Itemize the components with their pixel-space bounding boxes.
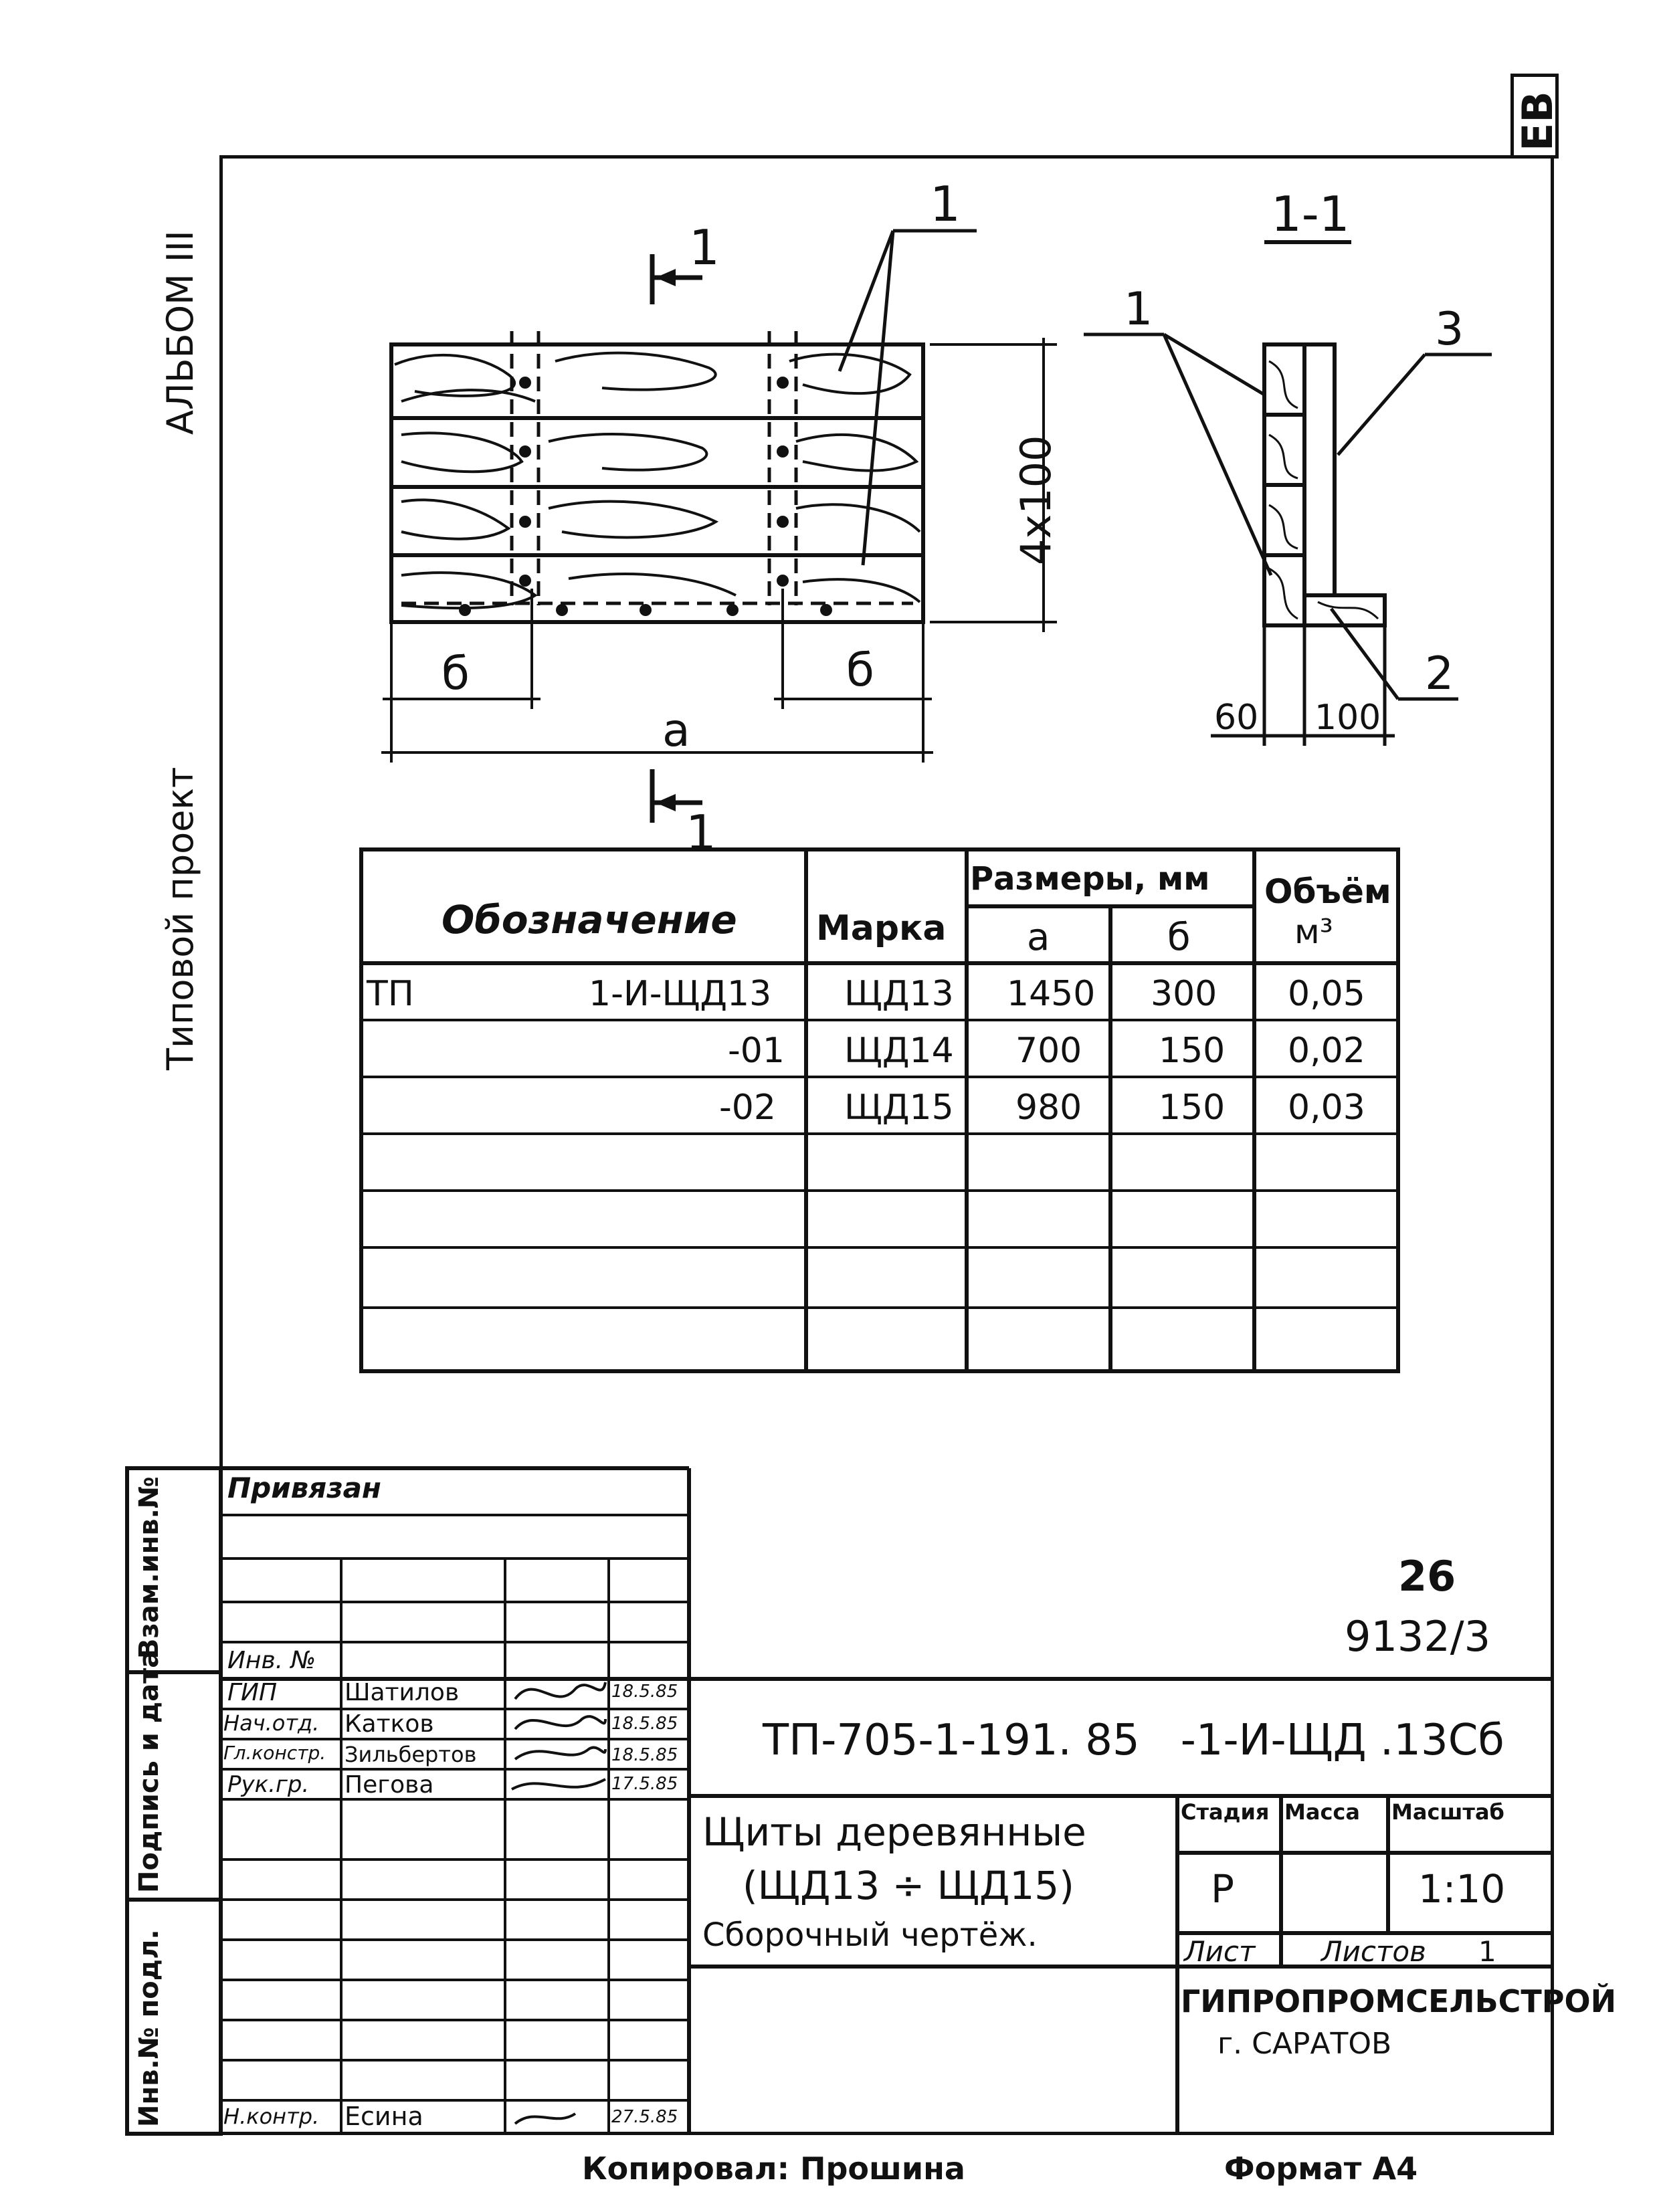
date-head-dept: 18.5.85 [611, 1714, 678, 1734]
leader-1-section-label: 1 [1124, 283, 1153, 336]
privyazan-label: Привязан [227, 1472, 381, 1504]
corner-tag: ЕВ [1513, 91, 1562, 151]
dim-b-right: б [846, 644, 874, 697]
leader-1-label: 1 [930, 176, 961, 232]
row-mark: ЩД14 [844, 1031, 954, 1071]
row-a: 1450 [1007, 974, 1096, 1014]
sheets-label: Листов [1321, 1935, 1426, 1968]
height-dimension: 4х100 [1011, 435, 1060, 565]
section-mark-top: 1 [689, 219, 720, 276]
row-designation: -01 [728, 1031, 785, 1071]
row-b: 150 [1159, 1031, 1226, 1071]
row-designation: 1-И-ЩД13 [589, 974, 772, 1014]
date-chief-designer: 18.5.85 [611, 1745, 678, 1765]
leader-2-label: 2 [1425, 647, 1454, 700]
role-group-lead: Рук.гр. [227, 1771, 310, 1798]
strip-label-inventory: Инв.№ подл. [134, 1929, 165, 2127]
role-chief-designer: Гл.констр. [223, 1742, 326, 1764]
leader-3-label: 3 [1435, 303, 1464, 356]
name-chief-designer: Зильбертов [345, 1742, 477, 1767]
row-a: 980 [1015, 1088, 1082, 1128]
name-group-lead: Пегова [345, 1771, 434, 1799]
name-norm-control: Есина [345, 2102, 423, 2131]
section-mark-bottom: 1 [686, 805, 716, 861]
dim-60: 60 [1214, 698, 1259, 738]
col-volume-unit: м³ [1294, 912, 1333, 951]
date-norm-control: 27.5.85 [611, 2107, 678, 2127]
stage-label: Стадия [1181, 1799, 1270, 1825]
sheets-value: 1 [1478, 1935, 1496, 1968]
date-group-lead: 17.5.85 [611, 1774, 678, 1794]
row-prefix: ТП [367, 974, 414, 1014]
col-mark-header: Марка [816, 908, 947, 948]
name-gip: Шатилов [345, 1679, 460, 1706]
date-gip: 18.5.85 [611, 1682, 678, 1702]
row-a: 700 [1015, 1031, 1082, 1071]
role-head-dept: Нач.отд. [223, 1710, 320, 1736]
copied-by: Копировал: Прошина [582, 2150, 965, 2187]
row-volume: 0,05 [1288, 974, 1365, 1014]
mass-label: Масса [1284, 1799, 1360, 1825]
role-gip: ГИП [227, 1679, 278, 1706]
scale-label: Масштаб [1391, 1799, 1504, 1825]
row-mark: ЩД15 [844, 1088, 954, 1128]
strip-label-exchange: Взам.инв.№ [134, 1476, 165, 1659]
row-designation: -02 [719, 1088, 776, 1128]
inv-no-label: Инв. № [227, 1647, 316, 1674]
col-volume-header: Объём [1264, 872, 1391, 911]
scale-value: 1:10 [1418, 1866, 1506, 1912]
col-sizes-header: Размеры, мм [970, 860, 1210, 898]
signatures [512, 1682, 605, 2124]
title-line-1: Щиты деревянные [702, 1809, 1086, 1855]
document-code: ТП-705-1-191. 85 -1-И-ЩД .13Сб [763, 1716, 1504, 1765]
row-mark: ЩД13 [844, 974, 954, 1014]
section-title: 1-1 [1271, 186, 1350, 242]
stage-value: Р [1211, 1866, 1234, 1912]
sheet-number: 26 [1398, 1552, 1456, 1601]
row-volume: 0,03 [1288, 1088, 1365, 1128]
sheet-label: Лист [1184, 1935, 1256, 1968]
row-b: 300 [1151, 974, 1217, 1014]
title-line-3: Сборочный чертёж. [702, 1916, 1038, 1954]
sheet-format: Формат А4 [1224, 2150, 1418, 2187]
order-number: 9132/3 [1345, 1612, 1491, 1661]
role-norm-control: Н.контр. [223, 2104, 320, 2129]
dim-a: а [662, 704, 690, 757]
title-line-2: (ЩД13 ÷ ЩД15) [743, 1863, 1074, 1908]
strip-label-signature: Подпись и дата [134, 1649, 165, 1893]
dim-100: 100 [1314, 698, 1381, 738]
row-b: 150 [1159, 1088, 1226, 1128]
name-head-dept: Катков [345, 1710, 434, 1738]
dim-b-left: б [442, 647, 470, 700]
col-designation-header: Обозначение [442, 897, 737, 942]
album-label: АЛЬБОМ III [159, 230, 201, 435]
organization-city: г. САРАТОВ [1217, 2027, 1392, 2061]
row-volume: 0,02 [1288, 1031, 1365, 1071]
organization: ГИПРОПРОМСЕЛЬСТРОЙ [1181, 1983, 1617, 2019]
col-b-header: б [1167, 916, 1191, 959]
project-type-label: Типовой проект [159, 767, 201, 1070]
col-a-header: а [1027, 916, 1050, 959]
